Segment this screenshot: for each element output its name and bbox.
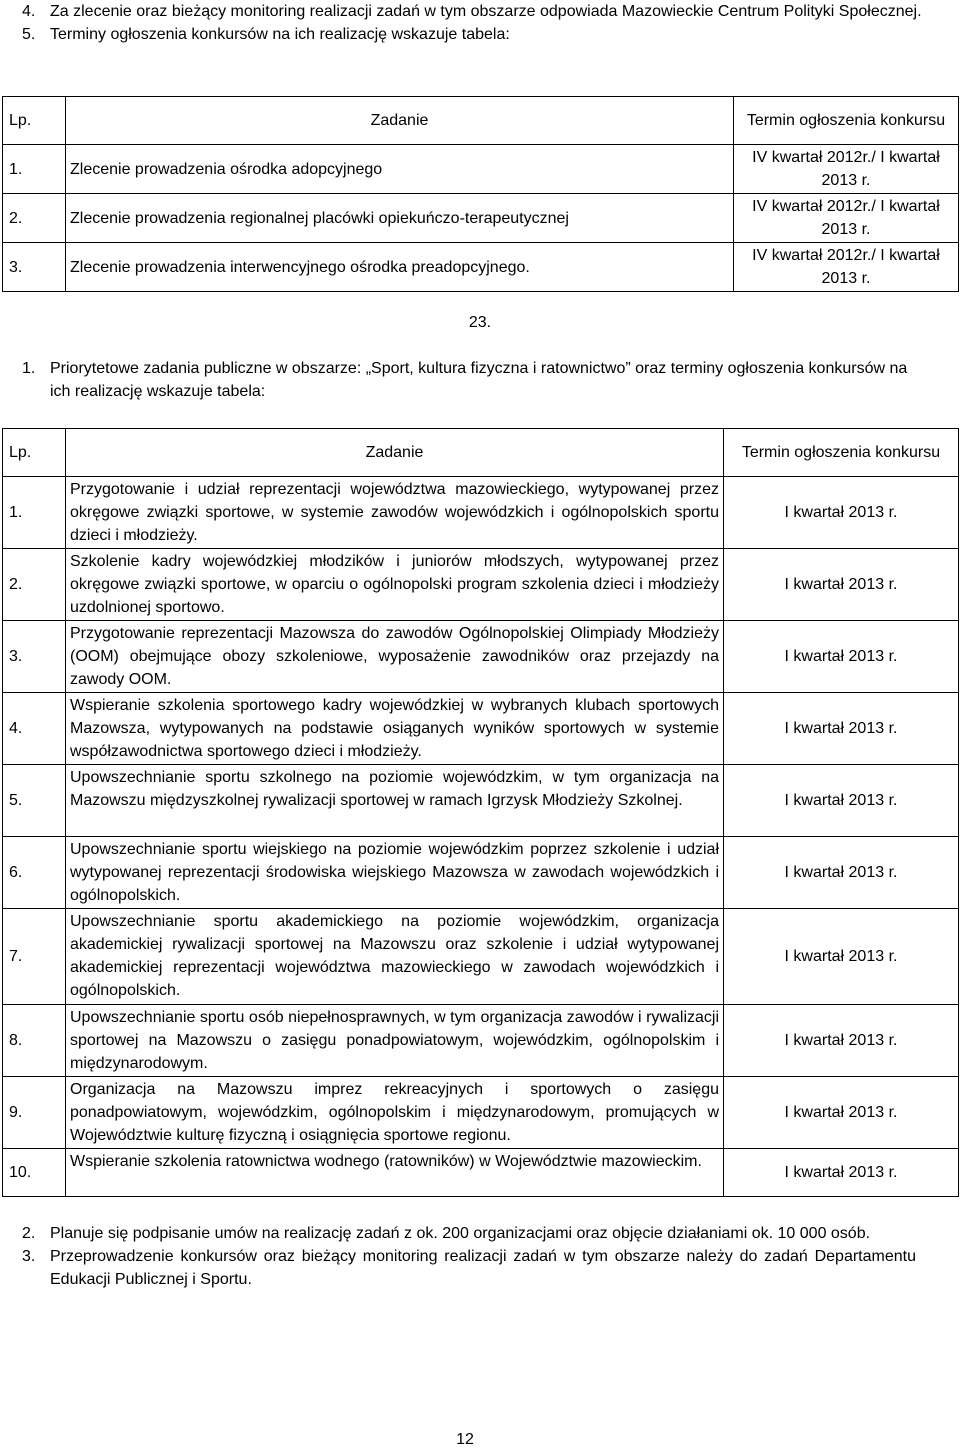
cell-term: I kwartał 2013 r.: [724, 1005, 959, 1077]
cell-task: Upowszechnianie sportu szkolnego na poziomie wojewódzkim, w tym organizacja na Mazowszu międzyszkolnej rywalizacji sportowej w ramach Igrzysk Młodzieży Szkolnej.: [66, 765, 724, 837]
table-row: [3, 693, 959, 765]
cell-lp: 5.: [3, 765, 66, 837]
cell-term: I kwartał 2013 r.: [724, 909, 959, 1005]
table-header-row: [3, 429, 959, 477]
intro-list: [22, 0, 930, 46]
list-item-number: 4.: [22, 3, 36, 20]
cell-task: Organizacja na Mazowszu imprez rekreacyjnych i sportowych o zasięgu ponadpowiatowym, wojewódzkim, ogólnopolskim i międzynarodowym, promujących w Województwie kulturę fizyczną i osiągnięcia sportowe regionu.: [66, 1077, 724, 1149]
cell-lp: 6.: [3, 837, 66, 909]
cell-lp: 7.: [3, 909, 66, 1005]
table-row: [3, 145, 959, 194]
adoption-tasks-table: [2, 96, 959, 292]
sport-tasks-table: [2, 428, 959, 1197]
cell-lp: 2.: [3, 194, 66, 243]
list-item-text: Priorytetowe zadania publiczne w obszarze: „Sport, kultura fizyczna i ratownictwo” oraz terminy ogłoszenia konkursów na ich realizację wskazuje tabela:: [50, 360, 908, 400]
cell-term: I kwartał 2013 r.: [724, 837, 959, 909]
table-row: [3, 1005, 959, 1077]
table-row: [3, 1077, 959, 1149]
table-row: [3, 549, 959, 621]
table-row: [3, 477, 959, 549]
cell-task: Upowszechnianie sportu wiejskiego na poziomie wojewódzkim poprzez szkolenie i udział wytypowanej reprezentacji środowiska wiejskiego Mazowsza w zawodach wojewódzkich i ogólnopolskich.: [66, 837, 724, 909]
list-item-text: Terminy ogłoszenia konkursów na ich realizację wskazuje tabela:: [50, 26, 510, 43]
list-item-number: 1.: [22, 360, 36, 377]
table-row: [3, 243, 959, 292]
list-item-text: Planuje się podpisanie umów na realizację zadań z ok. 200 organizacjami oraz objęcie działaniami ok. 10 000 osób.: [50, 1225, 871, 1242]
table-row: [3, 837, 959, 909]
cell-task: Zlecenie prowadzenia regionalnej placówki opiekuńczo-terapeutycznej: [66, 194, 734, 243]
table-row: [3, 194, 959, 243]
cell-task: Upowszechnianie sportu akademickiego na poziomie wojewódzkim, organizacja akademickiej rywalizacji sportowej na Mazowszu oraz szkolenie i udział wytypowanej akademickiej reprezentacji województwa mazowieckiego w zawodach wojewódzkich i ogólnopolskich.: [66, 909, 724, 1005]
list-item-number: 5.: [22, 26, 36, 43]
cell-task: Przygotowanie i udział reprezentacji województwa mazowieckiego, wytypowanej przez okręgowe związki sportowe, w systemie zawodów wojewódzkich i ogólnopolskich sportu dzieci i młodzieży.: [66, 477, 724, 549]
header-term: Termin ogłoszenia konkursu: [724, 429, 959, 477]
cell-task: Przygotowanie reprezentacji Mazowsza do zawodów Ogólnopolskiej Olimpiady Młodzieży (OOM) obejmujące obozy szkoleniowe, wyposażenie zawodników oraz przejazdy na zawody OOM.: [66, 621, 724, 693]
cell-task: Wspieranie szkolenia sportowego kadry wojewódzkiej w wybranych klubach sportowych Mazowsza, wytypowanych na podstawie osiąganych wyników sportowych w systemie współzawodnictwa sportowego dzieci i młodzieży.: [66, 693, 724, 765]
cell-lp: 3.: [3, 243, 66, 292]
table-row: [3, 765, 959, 837]
table-row: [3, 909, 959, 1005]
table-row: [3, 621, 959, 693]
cell-lp: 3.: [3, 621, 66, 693]
table-row: [3, 1149, 959, 1197]
cell-term: IV kwartał 2012r./ I kwartał 2013 r.: [734, 145, 959, 194]
cell-lp: 8.: [3, 1005, 66, 1077]
header-term: Termin ogłoszenia konkursu: [734, 97, 959, 145]
cell-task: Wspieranie szkolenia ratownictwa wodnego (ratowników) w Województwie mazowieckim.: [66, 1149, 724, 1197]
cell-lp: 1.: [3, 145, 66, 194]
list-item: [22, 1245, 916, 1291]
cell-term: IV kwartał 2012r./ I kwartał 2013 r.: [734, 194, 959, 243]
list-item-text: Za zlecenie oraz bieżący monitoring realizacji zadań w tym obszarze odpowiada Mazowieckie Centrum Polityki Społecznej.: [50, 3, 922, 20]
list-item-text: Przeprowadzenie konkursów oraz bieżący monitoring realizacji zadań w tym obszarze należy do zadań Departamentu Edukacji Publicznej i Sportu.: [50, 1248, 916, 1288]
section-number: 23.: [468, 314, 492, 331]
list-item-number: 3.: [22, 1248, 36, 1265]
section-intro: [22, 357, 930, 403]
list-item: [22, 357, 930, 403]
cell-lp: 9.: [3, 1077, 66, 1149]
cell-term: I kwartał 2013 r.: [724, 477, 959, 549]
header-task: Zadanie: [66, 97, 734, 145]
cell-task: Upowszechnianie sportu osób niepełnosprawnych, w tym organizacja zawodów i rywalizacji sportowej na Mazowszu o zasięgu ponadpowiatowym, wojewódzkim, ogólnopolskim i międzynarodowym.: [66, 1005, 724, 1077]
cell-term: I kwartał 2013 r.: [724, 693, 959, 765]
cell-term: I kwartał 2013 r.: [724, 765, 959, 837]
cell-term: I kwartał 2013 r.: [724, 1077, 959, 1149]
closing-list: [22, 1222, 916, 1291]
cell-lp: 1.: [3, 477, 66, 549]
cell-term: I kwartał 2013 r.: [724, 549, 959, 621]
cell-term: I kwartał 2013 r.: [724, 1149, 959, 1197]
cell-task: Zlecenie prowadzenia ośrodka adopcyjnego: [66, 145, 734, 194]
header-task: Zadanie: [66, 429, 724, 477]
cell-term: I kwartał 2013 r.: [724, 621, 959, 693]
cell-term: IV kwartał 2012r./ I kwartał 2013 r.: [734, 243, 959, 292]
cell-lp: 4.: [3, 693, 66, 765]
cell-lp: 10.: [3, 1149, 66, 1197]
cell-task: Szkolenie kadry wojewódzkiej młodzików i juniorów młodszych, wytypowanej przez okręgowe związki sportowe, w oparciu o ogólnopolski program szkolenia dzieci i młodzieży uzdolnionej sportowo.: [66, 549, 724, 621]
table-header-row: [3, 97, 959, 145]
cell-task: Zlecenie prowadzenia interwencyjnego ośrodka preadopcyjnego.: [66, 243, 734, 292]
list-item-number: 2.: [22, 1225, 36, 1242]
header-lp: Lp.: [3, 429, 66, 477]
list-item: [22, 1222, 916, 1245]
list-item: [22, 0, 930, 23]
list-item: [22, 23, 930, 46]
cell-lp: 2.: [3, 549, 66, 621]
page-number: 12: [456, 1431, 474, 1448]
header-lp: Lp.: [3, 97, 66, 145]
